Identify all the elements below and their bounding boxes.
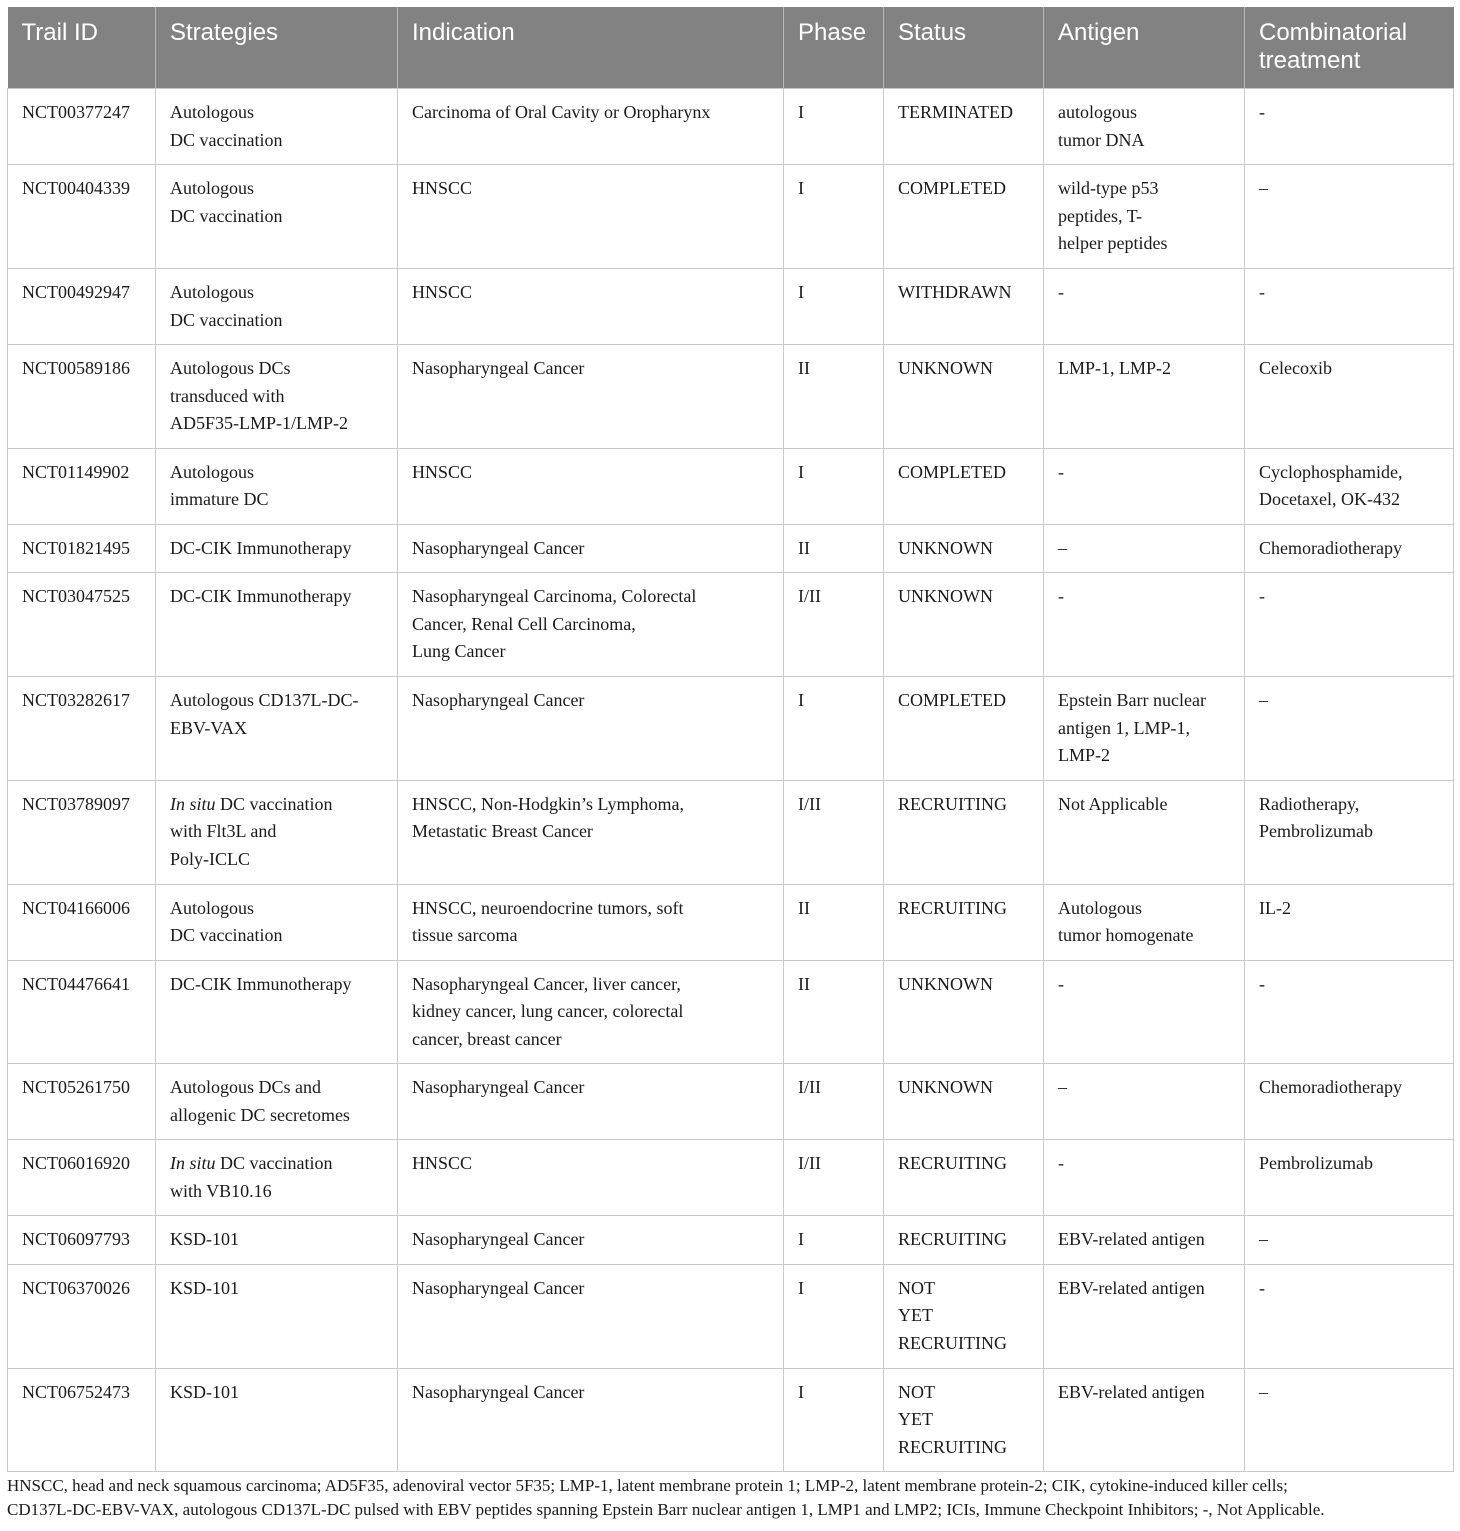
cell-line: RECRUITING <box>898 1436 1007 1457</box>
cell-status <box>884 345 1044 449</box>
cell-phase <box>784 1140 884 1216</box>
cell-line: II <box>798 358 810 378</box>
cell-line: HNSCC <box>412 461 473 482</box>
cell-line: NOT <box>898 1381 935 1402</box>
cell-line: II <box>798 537 810 558</box>
cell-antigen <box>1044 524 1245 573</box>
cell-antigen <box>1044 780 1245 884</box>
cell-strategies <box>156 269 398 345</box>
cell-line: NCT06097793 <box>22 1229 130 1249</box>
cell-line: Antigen <box>1058 19 1140 46</box>
cell-indication <box>398 345 784 449</box>
cell-line: I <box>798 1277 804 1298</box>
cell-line: Metastatic Breast Cancer <box>412 821 593 841</box>
cell-combinatorial-treatment <box>1245 780 1454 884</box>
cell-line: Not Applicable <box>1058 793 1168 814</box>
cell-indication <box>398 89 784 165</box>
cell-line: Nasopharyngeal Cancer <box>412 690 585 710</box>
cell-phase <box>784 884 884 960</box>
table-container <box>7 7 1453 1472</box>
cell-line: NCT00589186 <box>22 358 130 378</box>
table-row <box>8 780 1454 884</box>
cell-combinatorial-treatment <box>1245 960 1454 1064</box>
cell-strategies <box>156 524 398 573</box>
cell-strategies <box>156 448 398 524</box>
table-row <box>8 1368 1454 1472</box>
cell-line: EBV-related antigen <box>1058 1381 1205 1402</box>
table-row <box>8 1064 1454 1140</box>
table-row <box>8 345 1454 449</box>
column-header-indication <box>398 7 784 89</box>
cell-line: Nasopharyngeal Carcinoma, Colorectal <box>412 586 697 606</box>
cell-line: I <box>798 1381 804 1402</box>
cell-line: COMPLETED <box>898 178 1006 198</box>
cell-line: Nasopharyngeal Cancer <box>412 1381 585 1402</box>
cell-combinatorial-treatment <box>1245 677 1454 781</box>
cell-strategies <box>156 884 398 960</box>
cell-indication <box>398 677 784 781</box>
cell-line: NCT04476641 <box>22 973 130 994</box>
cell-line: NCT06370026 <box>22 1277 130 1298</box>
cell-line: Chemoradiotherapy <box>1259 1077 1402 1097</box>
cell-indication <box>398 1064 784 1140</box>
cell-phase <box>784 960 884 1064</box>
cell-status <box>884 89 1044 165</box>
cell-status <box>884 780 1044 884</box>
cell-line: NCT00404339 <box>22 178 130 198</box>
cell-antigen <box>1044 165 1245 269</box>
cell-line: allogenic DC secretomes <box>170 1104 350 1125</box>
cell-line: NCT05261750 <box>22 1077 130 1097</box>
cell-antigen <box>1044 345 1245 449</box>
table-footnote <box>7 1474 1453 1522</box>
cell-line: I <box>798 282 804 302</box>
cell-line: NCT06752473 <box>22 1381 130 1402</box>
cell-indication <box>398 884 784 960</box>
cell-line: II <box>798 973 810 994</box>
cell-line: I <box>798 690 804 710</box>
cell-line: peptides, T- <box>1058 205 1142 226</box>
cell-line: with Flt3L and <box>170 821 277 841</box>
cell-line: In situ DC vaccination <box>170 1153 333 1173</box>
cell-indication <box>398 448 784 524</box>
cell-line: DC-CIK Immunotherapy <box>170 586 352 606</box>
cell-line: HNSCC <box>412 178 473 198</box>
cell-line: - <box>1259 282 1265 302</box>
cell-antigen <box>1044 573 1245 677</box>
cell-indication <box>398 573 784 677</box>
cell-line: Carcinoma of Oral Cavity or Oropharynx <box>412 102 711 122</box>
cell-line: Autologous DCs <box>170 358 291 378</box>
cell-line: I/II <box>798 586 821 606</box>
table-row <box>8 1140 1454 1216</box>
cell-antigen <box>1044 1140 1245 1216</box>
cell-status <box>884 1264 1044 1368</box>
cell-line: Cyclophosphamide, <box>1259 461 1403 482</box>
column-header-status <box>884 7 1044 89</box>
cell-line: COMPLETED <box>898 461 1006 482</box>
cell-indication <box>398 165 784 269</box>
cell-line: RECRUITING <box>898 1153 1007 1173</box>
cell-line: I/II <box>798 1077 821 1097</box>
cell-trial-id <box>8 1264 156 1368</box>
cell-antigen <box>1044 1264 1245 1368</box>
cell-combinatorial-treatment <box>1245 573 1454 677</box>
cell-line: RECRUITING <box>898 1229 1007 1249</box>
cell-line: Autologous <box>170 102 255 122</box>
cell-antigen <box>1044 884 1245 960</box>
cell-line: Autologous DCs and <box>170 1077 322 1097</box>
cell-antigen <box>1044 960 1245 1064</box>
cell-combinatorial-treatment <box>1245 1064 1454 1140</box>
cell-line: TERMINATED <box>898 102 1013 122</box>
cell-line: I/II <box>798 793 821 814</box>
cell-antigen <box>1044 448 1245 524</box>
cell-antigen <box>1044 1368 1245 1472</box>
cell-indication <box>398 1368 784 1472</box>
cell-line: - <box>1259 973 1265 994</box>
column-header-trial-id <box>8 7 156 89</box>
cell-trial-id <box>8 345 156 449</box>
cell-line: Epstein Barr nuclear <box>1058 690 1206 710</box>
cell-phase <box>784 573 884 677</box>
header-row <box>8 7 1454 89</box>
cell-phase <box>784 1264 884 1368</box>
cell-line: Nasopharyngeal Cancer <box>412 358 585 378</box>
table-row <box>8 884 1454 960</box>
cell-line: – <box>1058 537 1067 558</box>
cell-line: – <box>1058 1077 1067 1097</box>
cell-line: Status <box>898 19 967 46</box>
cell-line: UNKNOWN <box>898 973 993 994</box>
cell-line: immature DC <box>170 489 269 509</box>
cell-strategies <box>156 1368 398 1472</box>
cell-line: DC vaccination <box>170 309 283 330</box>
cell-line: - <box>1058 1153 1064 1173</box>
cell-combinatorial-treatment <box>1245 1140 1454 1216</box>
cell-line: Docetaxel, OK-432 <box>1259 489 1400 509</box>
cell-combinatorial-treatment <box>1245 345 1454 449</box>
table-row <box>8 1264 1454 1368</box>
cell-line: NCT03047525 <box>22 586 130 606</box>
cell-strategies <box>156 345 398 449</box>
cell-line: NCT06016920 <box>22 1153 130 1173</box>
cell-trial-id <box>8 884 156 960</box>
column-header-combinatorial-treatment <box>1245 7 1454 89</box>
cell-line: UNKNOWN <box>898 358 993 378</box>
cell-phase <box>784 1216 884 1265</box>
cell-status <box>884 960 1044 1064</box>
cell-status <box>884 165 1044 269</box>
cell-line: I/II <box>798 1153 821 1173</box>
cell-combinatorial-treatment <box>1245 165 1454 269</box>
table-header <box>8 7 1454 89</box>
cell-status <box>884 1216 1044 1265</box>
cell-line: kidney cancer, lung cancer, colorectal <box>412 1001 684 1021</box>
cell-strategies <box>156 165 398 269</box>
cell-strategies <box>156 1264 398 1368</box>
cell-phase <box>784 1064 884 1140</box>
cell-line: COMPLETED <box>898 690 1006 710</box>
cell-trial-id <box>8 89 156 165</box>
cell-line: Nasopharyngeal Cancer <box>412 1077 585 1097</box>
cell-line: antigen 1, LMP-1, <box>1058 717 1190 738</box>
cell-trial-id <box>8 448 156 524</box>
table-row <box>8 269 1454 345</box>
cell-line: IL-2 <box>1259 897 1291 918</box>
cell-trial-id <box>8 165 156 269</box>
cell-indication <box>398 960 784 1064</box>
cell-line: Phase <box>798 19 867 46</box>
table-row <box>8 89 1454 165</box>
cell-strategies <box>156 780 398 884</box>
table-row <box>8 448 1454 524</box>
cell-line: Autologous <box>170 897 255 918</box>
cell-line: Strategies <box>170 19 279 46</box>
cell-line: HNSCC <box>412 1153 473 1173</box>
cell-line: Autologous <box>170 178 255 198</box>
cell-line: – <box>1259 1381 1268 1402</box>
cell-line: EBV-related antigen <box>1058 1229 1205 1249</box>
cell-line: helper peptides <box>1058 233 1168 253</box>
cell-strategies <box>156 1064 398 1140</box>
cell-phase <box>784 165 884 269</box>
cell-line: NCT03789097 <box>22 793 130 814</box>
cell-status <box>884 1368 1044 1472</box>
cell-line: Nasopharyngeal Cancer <box>412 1229 585 1249</box>
cell-line: I <box>798 178 804 198</box>
cell-line: DC vaccination <box>170 129 283 150</box>
cell-line: HNSCC, neuroendocrine tumors, soft <box>412 897 684 918</box>
cell-line: RECRUITING <box>898 897 1007 918</box>
table-row <box>8 677 1454 781</box>
cell-line: NOT <box>898 1277 935 1298</box>
cell-line: Indication <box>412 19 515 46</box>
cell-status <box>884 1064 1044 1140</box>
cell-line: HNSCC <box>412 282 473 302</box>
cell-line: NCT01821495 <box>22 537 130 558</box>
cell-line: Combinatorial <box>1259 19 1408 46</box>
cell-line: Nasopharyngeal Cancer, liver cancer, <box>412 973 681 994</box>
cell-line: YET <box>898 1409 933 1429</box>
cell-line: KSD-101 <box>170 1277 240 1298</box>
cell-indication <box>398 1264 784 1368</box>
cell-antigen <box>1044 89 1245 165</box>
cell-trial-id <box>8 1064 156 1140</box>
cell-phase <box>784 780 884 884</box>
cell-line: DC-CIK Immunotherapy <box>170 973 352 994</box>
cell-phase <box>784 269 884 345</box>
cell-line: tissue sarcoma <box>412 925 518 945</box>
cell-line: In situ DC vaccination <box>170 793 333 814</box>
cell-line: Autologous <box>1058 897 1143 918</box>
cell-line: I <box>798 102 804 122</box>
cell-strategies <box>156 677 398 781</box>
cell-line: cancer, breast cancer <box>412 1028 562 1049</box>
cell-strategies <box>156 960 398 1064</box>
cell-trial-id <box>8 1140 156 1216</box>
cell-line: I <box>798 1229 804 1249</box>
cell-line: WITHDRAWN <box>898 282 1012 302</box>
cell-line: Celecoxib <box>1259 358 1332 378</box>
cell-line: KSD-101 <box>170 1229 240 1249</box>
cell-status <box>884 1140 1044 1216</box>
cell-line: II <box>798 897 810 918</box>
cell-line: transduced with <box>170 385 285 406</box>
cell-line: LMP-2 <box>1058 745 1111 765</box>
cell-trial-id <box>8 573 156 677</box>
cell-line: - <box>1058 973 1064 994</box>
cell-indication <box>398 780 784 884</box>
cell-line: UNKNOWN <box>898 537 993 558</box>
cell-line: tumor DNA <box>1058 129 1145 150</box>
cell-antigen <box>1044 269 1245 345</box>
cell-strategies <box>156 573 398 677</box>
cell-trial-id <box>8 960 156 1064</box>
cell-line: RECRUITING <box>898 793 1007 814</box>
cell-line: UNKNOWN <box>898 586 993 606</box>
cell-phase <box>784 524 884 573</box>
cell-indication <box>398 1216 784 1265</box>
cell-combinatorial-treatment <box>1245 1368 1454 1472</box>
cell-strategies <box>156 89 398 165</box>
cell-combinatorial-treatment <box>1245 89 1454 165</box>
cell-line: - <box>1058 586 1064 606</box>
cell-line: NCT03282617 <box>22 690 130 710</box>
cell-line: Lung Cancer <box>412 641 506 661</box>
cell-strategies <box>156 1140 398 1216</box>
cell-combinatorial-treatment <box>1245 1264 1454 1368</box>
column-header-strategies <box>156 7 398 89</box>
clinical-trials-table <box>7 7 1454 1472</box>
cell-indication <box>398 1140 784 1216</box>
cell-line: - <box>1058 282 1064 302</box>
cell-line: DC vaccination <box>170 205 283 226</box>
cell-line: I <box>798 461 804 482</box>
cell-line: NCT00377247 <box>22 102 130 122</box>
cell-indication <box>398 524 784 573</box>
cell-line: – <box>1259 1229 1268 1249</box>
cell-phase <box>784 448 884 524</box>
cell-line: KSD-101 <box>170 1381 240 1402</box>
cell-line: autologous <box>1058 102 1137 122</box>
cell-trial-id <box>8 780 156 884</box>
table-row <box>8 524 1454 573</box>
cell-line: DC-CIK Immunotherapy <box>170 537 352 558</box>
cell-status <box>884 573 1044 677</box>
footnote-line: HNSCC, head and neck squamous carcinoma; AD5F35, adenoviral vector 5F35; LMP-1, latent membrane protein 1; LMP-2, latent membrane protein-2; CIK, cytokine-induced killer cells; <box>7 1476 1288 1495</box>
cell-status <box>884 448 1044 524</box>
cell-line: NCT04166006 <box>22 897 130 918</box>
cell-trial-id <box>8 1368 156 1472</box>
cell-line: - <box>1259 586 1265 606</box>
cell-line: wild-type p53 <box>1058 178 1159 198</box>
cell-line: – <box>1259 178 1268 198</box>
cell-line: AD5F35-LMP-1/LMP-2 <box>170 413 349 433</box>
cell-line: Cancer, Renal Cell Carcinoma, <box>412 613 636 634</box>
cell-phase <box>784 677 884 781</box>
cell-status <box>884 677 1044 781</box>
cell-antigen <box>1044 1064 1245 1140</box>
cell-trial-id <box>8 524 156 573</box>
cell-antigen <box>1044 677 1245 781</box>
footnote-line: CD137L-DC-EBV-VAX, autologous CD137L-DC pulsed with EBV peptides spanning Epstein Barr nuclear antigen 1, LMP1 and LMP2; ICIs, Immune Checkpoint Inhibitors; -, Not Applicable. <box>7 1500 1325 1519</box>
cell-line: NCT00492947 <box>22 282 130 302</box>
cell-line: Trail ID <box>21 19 98 46</box>
cell-line: HNSCC, Non-Hodgkin’s Lymphoma, <box>412 793 685 814</box>
cell-phase <box>784 89 884 165</box>
cell-status <box>884 524 1044 573</box>
cell-trial-id <box>8 1216 156 1265</box>
table-row <box>8 165 1454 269</box>
cell-phase <box>784 1368 884 1472</box>
cell-line: - <box>1259 1277 1265 1298</box>
cell-line: NCT01149902 <box>22 461 130 482</box>
table-row <box>8 960 1454 1064</box>
cell-line: with VB10.16 <box>170 1180 272 1201</box>
cell-line: RECRUITING <box>898 1332 1007 1353</box>
cell-line: EBV-related antigen <box>1058 1277 1205 1298</box>
cell-phase <box>784 345 884 449</box>
cell-line: Autologous <box>170 461 255 482</box>
cell-line: EBV-VAX <box>170 717 248 738</box>
cell-combinatorial-treatment <box>1245 448 1454 524</box>
cell-combinatorial-treatment <box>1245 884 1454 960</box>
cell-line: treatment <box>1259 47 1361 74</box>
cell-line: Pembrolizumab <box>1259 821 1373 841</box>
cell-line: UNKNOWN <box>898 1077 993 1097</box>
cell-antigen <box>1044 1216 1245 1265</box>
cell-line: - <box>1259 102 1265 122</box>
cell-line: Autologous <box>170 282 255 302</box>
cell-line: Autologous CD137L-DC- <box>170 690 359 710</box>
cell-line: - <box>1058 461 1064 482</box>
cell-combinatorial-treatment <box>1245 524 1454 573</box>
table-body <box>8 89 1454 1472</box>
cell-status <box>884 884 1044 960</box>
cell-line: YET <box>898 1305 933 1325</box>
cell-line: – <box>1259 690 1268 710</box>
cell-line: Radiotherapy, <box>1259 793 1360 814</box>
cell-line: DC vaccination <box>170 925 283 945</box>
column-header-antigen <box>1044 7 1245 89</box>
cell-combinatorial-treatment <box>1245 269 1454 345</box>
cell-line: Poly-ICLC <box>170 848 251 869</box>
cell-line: LMP-1, LMP-2 <box>1058 358 1172 378</box>
cell-trial-id <box>8 677 156 781</box>
cell-line: Chemoradiotherapy <box>1259 537 1402 558</box>
cell-trial-id <box>8 269 156 345</box>
cell-combinatorial-treatment <box>1245 1216 1454 1265</box>
cell-status <box>884 269 1044 345</box>
cell-line: Nasopharyngeal Cancer <box>412 537 585 558</box>
cell-strategies <box>156 1216 398 1265</box>
cell-line: tumor homogenate <box>1058 925 1194 945</box>
table-row <box>8 573 1454 677</box>
column-header-phase <box>784 7 884 89</box>
cell-line: Nasopharyngeal Cancer <box>412 1277 585 1298</box>
cell-line: Pembrolizumab <box>1259 1153 1373 1173</box>
cell-indication <box>398 269 784 345</box>
table-row <box>8 1216 1454 1265</box>
